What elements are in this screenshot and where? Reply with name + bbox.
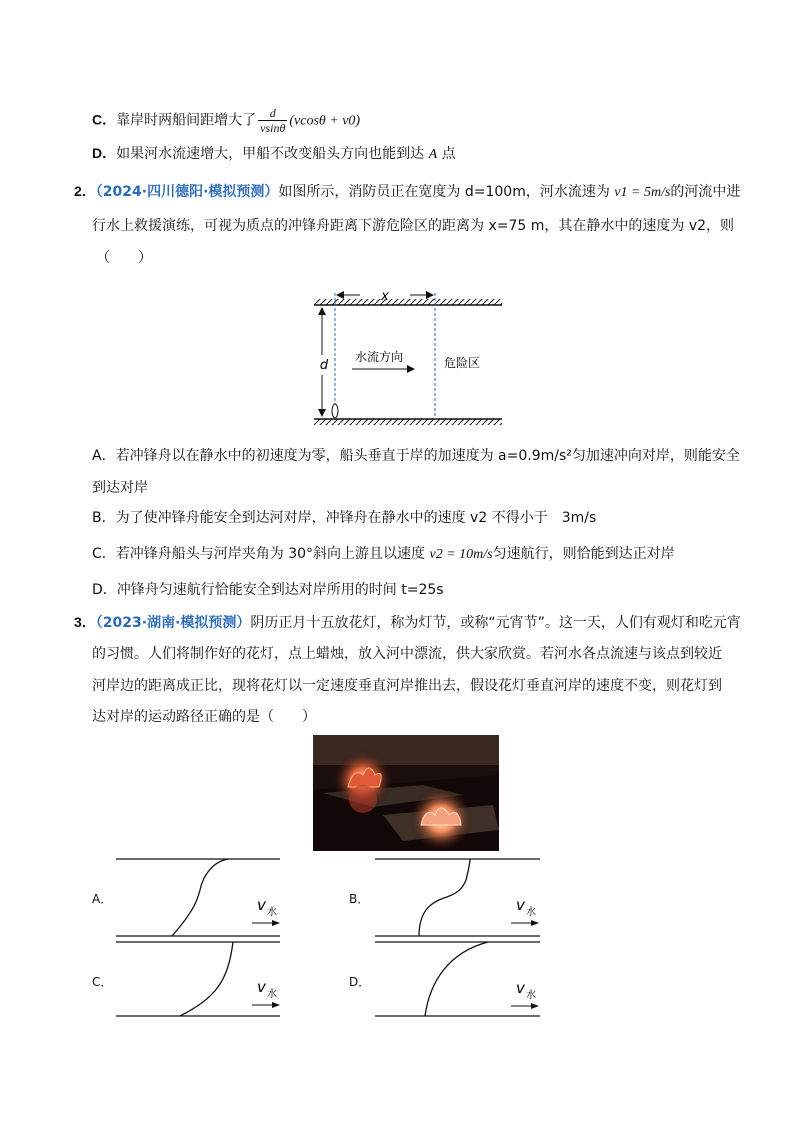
stem-text: 阴历正月十五放花灯，称为灯节，或称“元宵节”。这一天，人们有观灯和吃元宵 [250,615,741,631]
stem-text: 的河流中进 [670,184,741,200]
bottom-bank-hatch [314,419,502,425]
question-source: （2024·四川德阳·模拟预测） [95,184,279,200]
boat-icon [332,404,338,418]
q3-option-b-label: B． [349,892,370,906]
option-text: 如果河水流速增大，甲船不改变船头方向也能到达 [116,146,429,162]
q3-options-figure [0,850,794,1030]
flow-direction-label: 水流方向 [355,350,404,364]
option-label: C． [92,111,117,128]
q3-stem-line-4: 达对岸的运动路径正确的是（ ） [92,709,316,725]
option-text: 匀速航行，则恰能到达正对岸 [492,546,675,562]
question-number: 2． [74,183,96,199]
stem-text: 如图所示，消防员正在宽度为 d=100m，河水流速为 [278,184,615,200]
fraction: $\frac{d}{vsin\theta}$ [260,106,286,135]
q2-stem-line-3: （ ） [96,250,152,266]
velocity-subscript: 水 [267,989,277,1000]
option-text: A．若冲锋舟以在静水中的初速度为零，船头垂直于岸的加速度为 a=0.9m/s²匀加速冲向对岸，则能安全 [92,448,740,464]
velocity-label: v [516,979,525,997]
velocity-label: v [257,978,266,996]
velocity-subscript: 水 [526,907,536,918]
q1-option-d [92,143,456,165]
question-source: （2023·湖南·模拟预测） [95,615,251,631]
q3-stem-line-3: 河岸边的距离成正比，现将花灯以一定速度垂直河岸推出去，假设花灯垂直河岸的速度不变，则花灯到 [92,678,722,694]
q2-option-d: D．冲锋舟匀速航行恰能安全到达对岸所用的时间 t=25s [92,582,444,598]
option-c-diagram [116,942,280,1016]
option-b-diagram [375,859,540,936]
q3-option-d-label: D． [349,975,371,989]
q2-stem-line-1 [74,181,740,203]
option-d-diagram [375,942,540,1016]
q2-stem-line-2: 行水上救援演练，可视为质点的冲锋舟距离下游危险区的距离为 x=75 m，其在静水中的速度为 v2，则 [92,218,735,234]
formula: v1 = 5m/s [614,185,671,200]
q1-option-c [92,106,360,135]
question-number: 3． [74,614,96,630]
formula-tail: (vcosθ + v0) [289,113,361,129]
d-label: d [319,358,329,373]
option-text-tail: 点 [437,146,456,162]
option-text: C．若冲锋舟船头与河岸夹角为 30°斜向上游且以速度 [92,546,430,562]
point-label: A [428,147,438,162]
q2-river-figure [310,285,510,430]
top-bank-hatch [314,299,502,305]
formula: v2 = 10m/s [429,547,493,562]
q3-stem-line-1 [74,612,741,633]
q2-option-a-line-1 [92,446,740,466]
option-text: 靠岸时两船间距增大了 [116,112,257,129]
velocity-label: v [516,896,525,914]
q2-option-a-line-2: 到达对岸 [92,480,148,496]
q2-option-b: B．为了使冲锋舟能安全到达河对岸，冲锋舟在静水中的速度 v2 不得小于 3m/s [92,510,597,526]
q2-option-c [92,544,675,565]
x-label: x [381,289,389,304]
velocity-subscript: 水 [267,907,277,918]
option-a-diagram [116,859,280,936]
velocity-subscript: 水 [526,990,536,1001]
q3-stem-line-2: 的习惯。人们将制作好的花灯，点上蜡烛，放入河中漂流，供大家欣赏。若河水各点流速与该点到较近 [92,646,722,662]
q3-option-c-label: C． [92,975,113,989]
lantern-photo [313,735,499,851]
q3-option-a-label: A． [92,892,113,906]
option-label: D． [92,145,117,161]
velocity-label: v [257,896,266,914]
danger-zone-label: 危险区 [444,356,481,370]
